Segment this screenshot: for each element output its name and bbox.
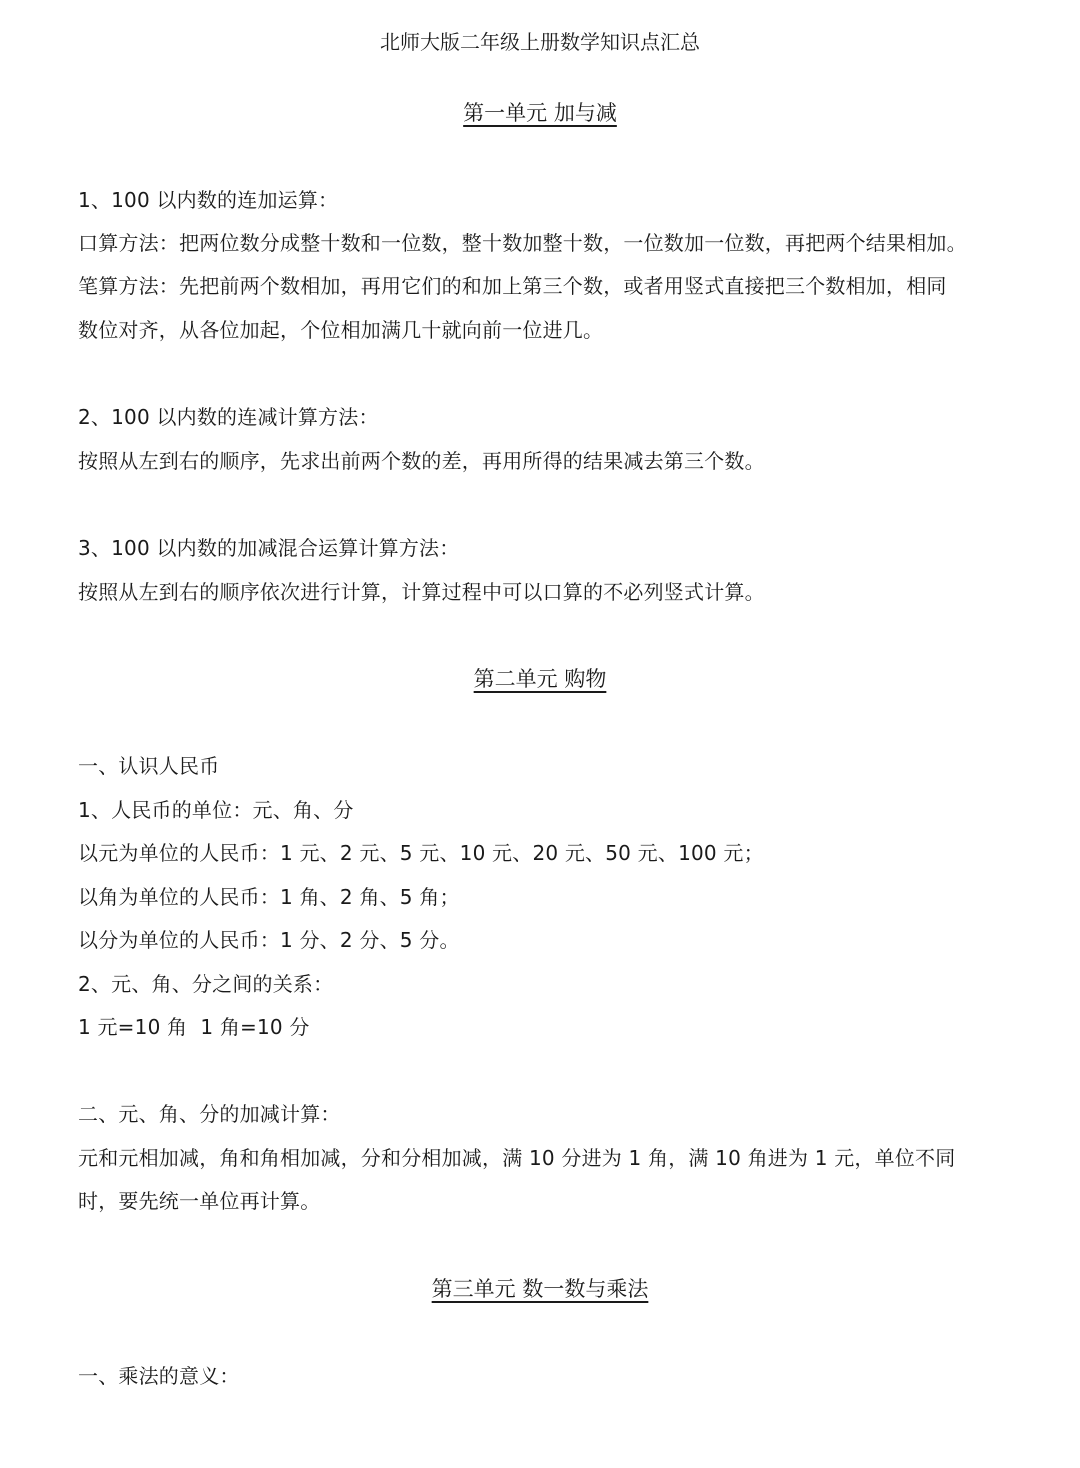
unit2-s2-title: 二、元、角、分的加减计算： <box>78 1102 341 1126</box>
unit1-p3-title: 3、100 以内数的加减混合运算计算方法： <box>78 536 460 560</box>
unit2-s1-line1: 1、人民币的单位：元、角、分 <box>78 798 354 822</box>
unit1-heading <box>0 98 1080 128</box>
unit2-s2-line1: 元和元相加减，角和角相加减，分和分相加减，满 10 分进为 1 角，满 10 角进为 1 元，单位不同 <box>78 1146 956 1170</box>
unit3-s1-title: 一、乘法的意义： <box>78 1364 240 1388</box>
document-title: 北师大版二年级上册数学知识点汇总 <box>380 30 700 54</box>
unit1-p1-line2: 笔算方法：先把前两个数相加，再用它们的和加上第三个数，或者用竖式直接把三个数相加，相同 <box>78 274 947 298</box>
unit2-s1-line2: 以元为单位的人民币：1 元、2 元、5 元、10 元、20 元、50 元、100 元； <box>78 841 764 865</box>
unit1-p1-line3: 数位对齐，从各位加起，个位相加满几十就向前一位进几。 <box>78 318 604 342</box>
unit2-s1-title: 一、认识人民币 <box>78 754 220 778</box>
unit2-heading <box>0 664 1080 694</box>
unit3-heading-text: 第三单元 数一数与乘法 <box>431 1277 649 1301</box>
unit2-heading-text: 第二单元 购物 <box>473 667 607 691</box>
unit2-s1-line6: 1 元=10 角 1 角=10 分 <box>78 1015 310 1039</box>
unit1-p1-line1: 口算方法：把两位数分成整十数和一位数，整十数加整十数，一位数加一位数，再把两个结果相加。 <box>78 231 967 255</box>
unit3-heading <box>0 1274 1080 1304</box>
unit1-heading-text: 第一单元 加与减 <box>463 101 617 125</box>
unit2-s1-line5: 2、元、角、分之间的关系： <box>78 972 334 996</box>
unit1-p2-line1: 按照从左到右的顺序，先求出前两个数的差，再用所得的结果减去第三个数。 <box>78 449 765 473</box>
unit2-s2-line2: 时，要先统一单位再计算。 <box>78 1189 321 1213</box>
unit2-s1-line3: 以角为单位的人民币：1 角、2 角、5 角； <box>78 885 460 909</box>
unit1-p3-line1: 按照从左到右的顺序依次进行计算，计算过程中可以口算的不必列竖式计算。 <box>78 580 765 604</box>
unit1-p1-title: 1、100 以内数的连加运算： <box>78 188 339 212</box>
unit2-s1-line4: 以分为单位的人民币：1 分、2 分、5 分。 <box>78 928 460 952</box>
unit1-p2-title: 2、100 以内数的连减计算方法： <box>78 405 379 429</box>
